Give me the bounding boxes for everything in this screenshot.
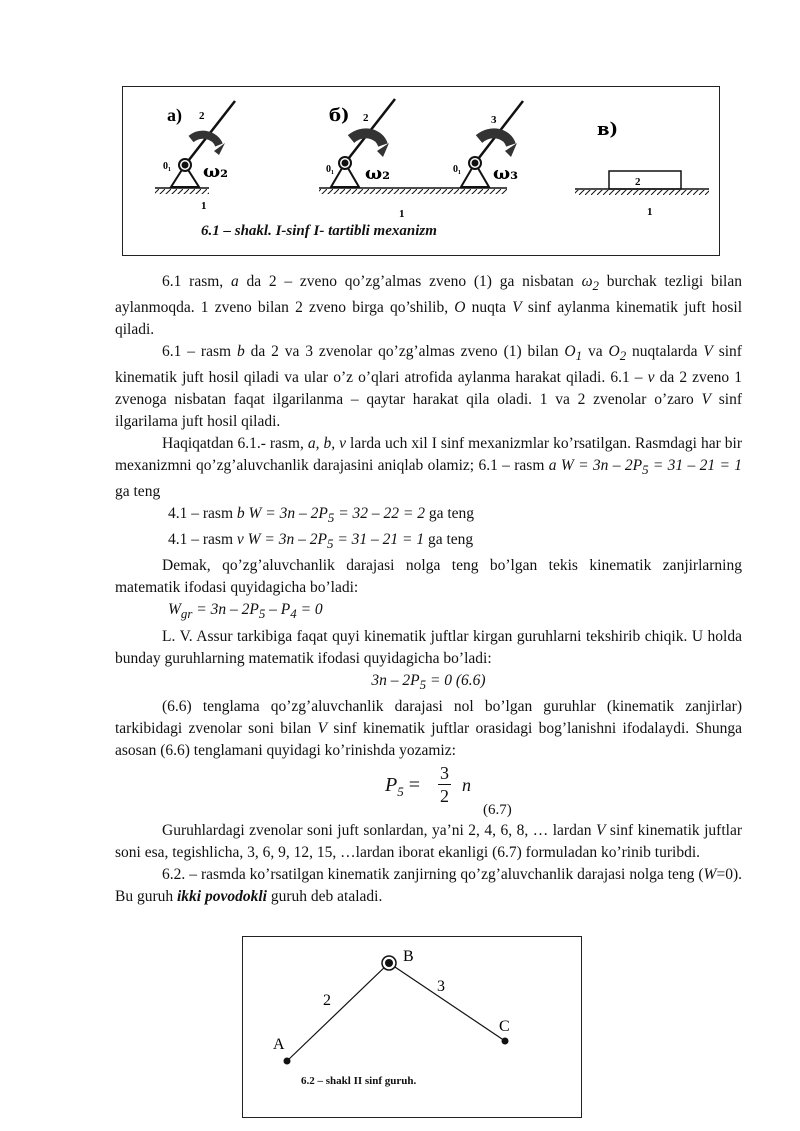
- f1-gr: gr: [180, 606, 193, 622]
- p9-text-b: sinf kinematik juftlar soni esa, tegishlicha, 3, 6, 9, 12, 15, …lardan iborat ekanligi (6.7) formuladan ko’rinib turibdi.: [115, 821, 742, 861]
- link-2-line: [287, 963, 389, 1061]
- panel-b-pivot-2-label: 0₁: [453, 164, 461, 175]
- panel-v-slider-label: 2: [635, 176, 641, 188]
- p3-formula-a: a W = 3n – 2P: [548, 457, 643, 475]
- joint-B-inner: [385, 959, 393, 967]
- f1-sub4: 4: [290, 606, 297, 622]
- p2-point-O1: O: [564, 343, 576, 361]
- panel-a-omega-label: ω₂: [203, 161, 229, 182]
- f1-c: = 0: [296, 601, 323, 619]
- f3-n: n: [462, 774, 471, 795]
- l4-text-end: ga teng: [424, 505, 475, 523]
- l5-text-a: 4.1 – rasm: [168, 531, 237, 549]
- f3-equation-number: (6.7): [483, 801, 512, 818]
- l4-formula-eq: = 32 – 22 = 2: [334, 505, 425, 523]
- paragraph-2: [115, 341, 742, 433]
- paragraph-8: [115, 696, 742, 762]
- paragraph-1: [115, 271, 742, 341]
- l4-formula: b W = 3n – 2P: [236, 505, 328, 523]
- p3-formula-eq: = 31 – 21 = 1: [648, 457, 742, 475]
- p3-text-end: ga teng: [115, 483, 161, 501]
- p3-text-b: larda uch xil I sinf mexanizmlar ko’rsatilgan. Rasmdagi har bir mexanizmni qo’zg’aluvchanlik darajasini aniqlab olamiz; 6.1 – rasm: [115, 435, 742, 475]
- p2-italic-b: b: [236, 343, 245, 361]
- label-link-3: 3: [437, 978, 445, 995]
- panel-a-label: а): [167, 105, 182, 125]
- p10-text-c: guruh deb ataladi.: [266, 887, 383, 905]
- joint-A: [284, 1058, 291, 1065]
- p1-omega: ω: [581, 273, 593, 290]
- l5-formula-sub: 5: [326, 536, 334, 552]
- figure-6-1-caption: 6.1 – shakl. I-sinf I- tartibli mexanizm: [201, 223, 437, 239]
- f3-fraction: [438, 762, 451, 807]
- p2-text-f: sinf ilgarilama juft hosil qiladi.: [115, 391, 742, 431]
- p1-omega-sub: 2: [592, 278, 599, 294]
- p2-point-O2-sub: 2: [619, 348, 627, 364]
- f3-P: P: [385, 773, 398, 796]
- link-3-line: [389, 963, 505, 1041]
- p1-point-O: O: [454, 299, 466, 317]
- p3-formula-sub: 5: [642, 462, 649, 478]
- p1-italic-a: a: [230, 273, 239, 290]
- paragraph-6: Demak, qo’zg’aluvchanlik darajasi nolga teng bo’lgan tekis kinematik zanjirlarning matematik ifodasi quyidagicha bo’ladi:: [115, 557, 742, 597]
- l5-formula-eq: = 31 – 21 = 1: [333, 531, 425, 549]
- paragraph-9: [115, 820, 742, 864]
- figure-6-2-drawing: [243, 937, 583, 1119]
- p10-text-a: 6.2. – rasmda ko’rsatilgan kinematik zanjirning qo’zg’aluvchanlik darajasi nolga teng (: [162, 865, 704, 883]
- p2-point-O1-sub: 1: [575, 348, 583, 364]
- panel-a-base-label: 1: [201, 200, 207, 212]
- paragraph-3: [115, 433, 742, 503]
- p2-class-V-2: V: [701, 391, 711, 409]
- f2-b: = 0 (6.6): [426, 671, 486, 689]
- panel-v-base-label: 1: [647, 206, 653, 218]
- p10-bold-term: ikki povodokli: [177, 887, 267, 905]
- p1-text-e: sinf aylanma kinematik juft hosil qiladi.: [115, 299, 743, 339]
- panel-b-pivot-1-label: 0₁: [326, 164, 334, 175]
- formula-wgr: [115, 599, 742, 625]
- p10-W: W: [703, 865, 717, 883]
- f3-sub5: 5: [397, 783, 404, 799]
- label-C: C: [499, 1018, 510, 1035]
- f1-b: – P: [265, 601, 291, 619]
- panel-a-link-2-label: 2: [199, 110, 205, 122]
- label-link-2: 2: [323, 992, 331, 1009]
- p1-text-c: burchak tezligi bilan aylanmoqda. 1 zveno bilan 2 zveno birga qo’shilib,: [115, 273, 742, 317]
- panel-b-link-2-label: 2: [363, 112, 369, 124]
- p2-text-e: da 2 zveno 1 zvenoga nisbatan faqat ilgarilanma – qaytar harakat qila oladi. 1 va 2 zvenolar o’zaro: [115, 369, 743, 409]
- p2-class-V: V: [703, 343, 713, 361]
- panel-b-link-3-label: 3: [491, 114, 497, 126]
- label-A: A: [273, 1036, 285, 1053]
- figure-6-2-caption: 6.2 – shakl II sinf guruh.: [301, 1075, 417, 1087]
- f3-eqsign: =: [403, 773, 420, 796]
- f3-numerator: 3: [440, 762, 449, 783]
- f2-a: 3n – 2P: [371, 671, 420, 689]
- f3-denominator: 2: [440, 785, 449, 806]
- p3-italic-abv: a, b, v: [307, 435, 347, 453]
- label-B: B: [403, 948, 414, 965]
- figure-6-1: [122, 86, 720, 256]
- p10-text-b: =0). Bu guruh: [115, 865, 742, 905]
- p2-text-b: da 2 va 3 zvenolar qo’zg’almas zveno (1) bilan: [244, 343, 565, 361]
- l4-text-a: 4.1 – rasm: [168, 505, 237, 523]
- f2-sub5: 5: [419, 676, 427, 692]
- p2-italic-v: v: [647, 369, 655, 387]
- p3-text-a: Haqiqatdan 6.1.- rasm,: [162, 435, 308, 453]
- f1-a: = 3n – 2P: [192, 601, 259, 619]
- f1-sub5: 5: [258, 606, 266, 622]
- panel-v-mechanism: [575, 171, 709, 195]
- body-text: [115, 271, 742, 908]
- p2-text-c: nuqtalarda: [626, 343, 704, 361]
- p1-text-d: nuqta: [465, 299, 513, 317]
- panel-b-omega-2-label: ω₂: [365, 163, 391, 184]
- formula-6-6: [115, 670, 742, 696]
- l5-formula: v W = 3n – 2P: [236, 531, 327, 549]
- panel-b-base-label: 1: [399, 208, 405, 220]
- joint-C: [502, 1038, 509, 1045]
- line-4-1-b: [115, 503, 742, 529]
- p2-text-d: sinf kinematik juft hosil qiladi va ular o’z o’qlari atrofida aylanma harakat qiladi. 6.1 –: [115, 343, 742, 387]
- f1-W: W: [168, 601, 181, 619]
- panel-v-label: в): [597, 119, 619, 140]
- p8-text-b: sinf kinematik juftlar orasidagi bog’lanishni ifodalaydi. Shunga asosan (6.6) tenglamani quyidagi ko’rinishda yozamiz:: [115, 719, 742, 759]
- p9-text-a: Guruhlardagi zvenolar soni juft sonlardan, ya’ni 2, 4, 6, 8, … lardan: [162, 821, 596, 839]
- line-4-1-v: [115, 529, 742, 555]
- paragraph-10: [115, 864, 742, 908]
- formula-6-7: [115, 762, 742, 820]
- l5-text-end: ga teng: [424, 531, 474, 549]
- paragraph-7: L. V. Assur tarkibiga faqat quyi kinematik juftlar kirgan guruhlarni tekshirib chiqik. U holda bunday guruhlarning matematik ifodasi quyidagicha bo’ladi:: [115, 627, 742, 667]
- p2-text-va: va: [582, 343, 609, 361]
- panel-b-label: б): [329, 105, 350, 126]
- p9-class-V: V: [595, 821, 606, 839]
- p8-class-V: V: [317, 719, 328, 737]
- p2-text-a: 6.1 – rasm: [162, 343, 237, 361]
- p8-text-a: (6.6) tenglama qo’zg’aluvchanlik darajasi nol bo’lgan guruhlar (kinematik zanjirlar) tarkibidagi zvenolar soni bilan: [115, 697, 742, 737]
- panel-b-omega-3-label: ω₃: [493, 163, 519, 184]
- p1-class-V: V: [512, 299, 522, 317]
- p1-text-b: da 2 – zveno qo’zg’almas zveno (1) ga nisbatan: [238, 273, 582, 290]
- f3-lhs: [385, 774, 420, 803]
- figure-6-2: [242, 936, 582, 1118]
- l4-formula-sub: 5: [327, 510, 335, 526]
- p2-point-O2: O: [608, 343, 620, 361]
- p1-text-a: 6.1 rasm,: [162, 273, 231, 290]
- panel-a-pivot-label: 0₁: [163, 161, 171, 172]
